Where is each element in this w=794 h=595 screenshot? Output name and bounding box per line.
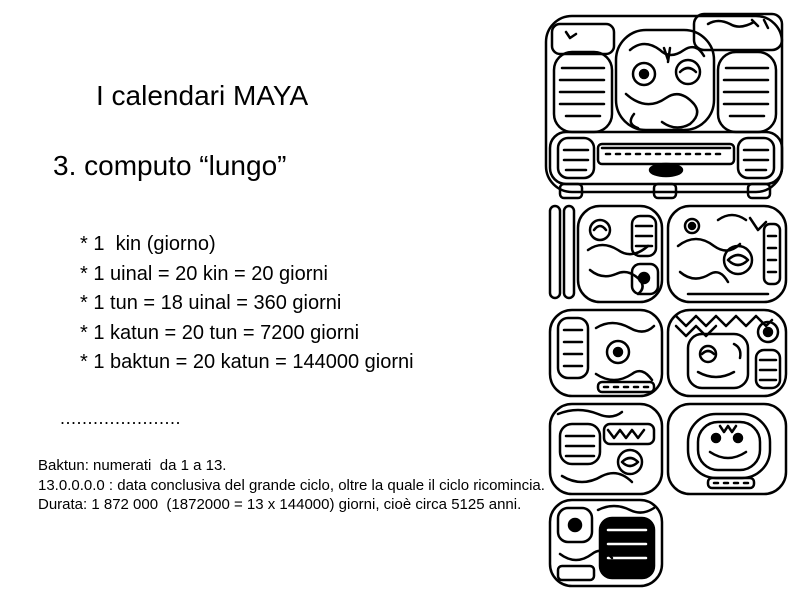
- units-list: [80, 230, 414, 378]
- maya-long-count-glyph-image: [538, 10, 794, 595]
- notes-block: [38, 456, 545, 515]
- tun-glyph-icon: [550, 310, 662, 396]
- unit-katun: * 1 katun = 20 tun = 7200 giorni: [80, 321, 360, 344]
- unit-tun: * 1 tun = 18 uinal = 360 giorni: [80, 292, 342, 314]
- ellipsis-text: ......................: [60, 408, 182, 428]
- slide-subtitle: 3. computo “lungo”: [53, 150, 287, 181]
- unit-uinal: * 1 uinal = 20 kin = 20 giorni: [80, 262, 328, 285]
- note-duration: Durata: 1 872 000 (1872000 = 13 x 144000) giorni, cioè circa 5125 anni.: [38, 496, 522, 513]
- katun-glyph-icon: [668, 206, 786, 302]
- introductory-glyph-icon: [546, 14, 782, 198]
- baktun-glyph-icon: [550, 206, 662, 302]
- unit-kin: * 1 kin (giorno): [80, 233, 216, 255]
- day-sign-cartouche-icon: [668, 404, 786, 494]
- note-baktun-range: Baktun: numerati da 1 a 13.: [38, 457, 227, 474]
- unit-baktun: * 1 baktun = 20 katun = 144000 giorni: [80, 351, 414, 373]
- slide-title: I calendari MAYA: [96, 80, 309, 111]
- closing-glyph-icon: [550, 500, 662, 586]
- uinal-glyph-icon: [668, 310, 786, 396]
- note-end-date: 13.0.0.0.0 : data conclusiva del grande ciclo, oltre la quale il ciclo ricomincia.: [38, 476, 545, 494]
- kin-glyph-icon: [550, 404, 662, 494]
